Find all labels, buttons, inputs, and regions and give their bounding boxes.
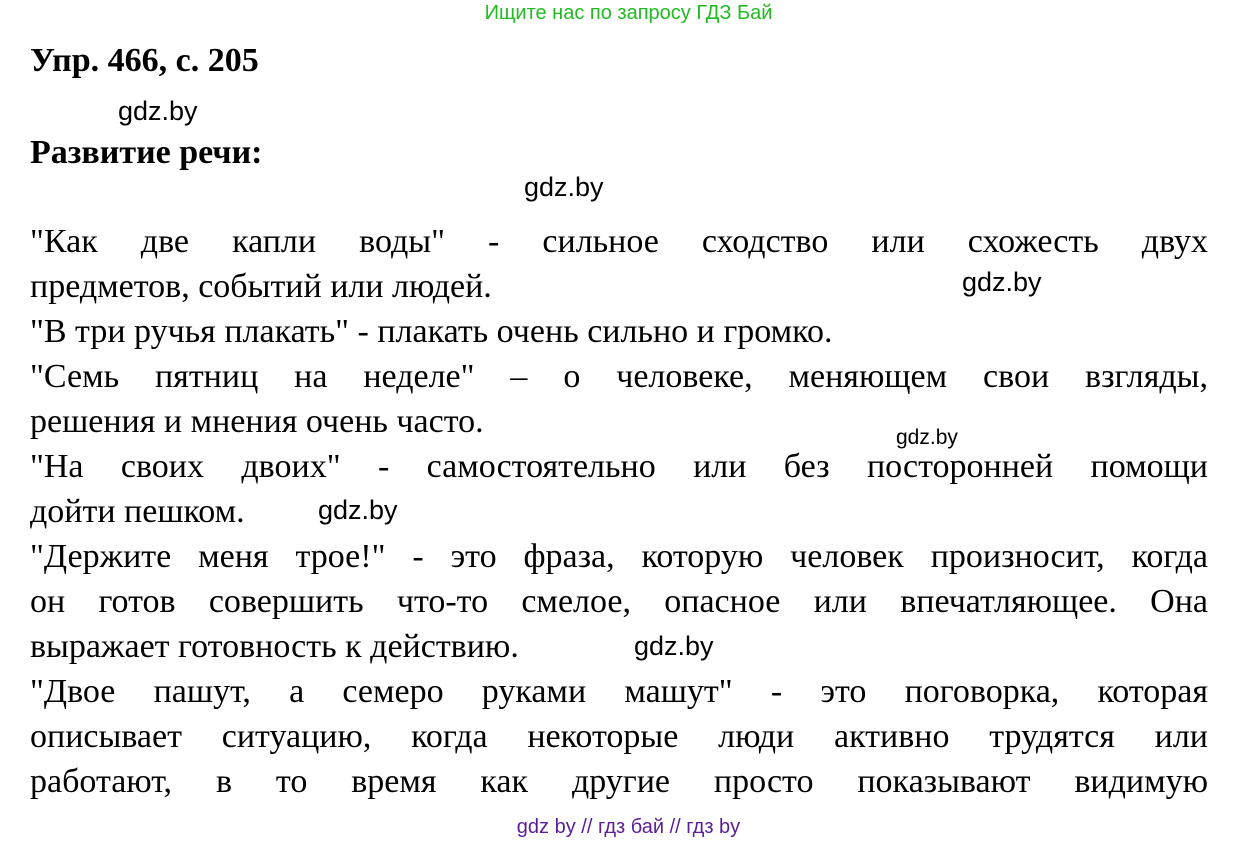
- text-line: описывает ситуацию, когда некоторые люди активно трудятся или: [30, 718, 1208, 755]
- watermark: gdz.by: [962, 267, 1042, 297]
- footer-watermark: gdz by // гдз бай // гдз by: [516, 816, 741, 838]
- watermark: gdz.by: [318, 495, 398, 525]
- text-line: решения и мнения очень часто.: [30, 403, 484, 440]
- text-line: он готов совершить что-то смелое, опасное или впечатляющее. Она: [30, 583, 1208, 620]
- site-banner: Ищите нас по запросу ГДЗ Бай: [484, 2, 773, 24]
- watermark: gdz.by: [634, 631, 714, 661]
- text-line: работают, в то время как другие просто показывают видимую: [30, 763, 1208, 800]
- text-line: выражает готовность к действию.: [30, 628, 519, 665]
- text-line: "На своих двоих" - самостоятельно или без посторонней помощи: [30, 448, 1208, 485]
- exercise-title: Упр. 466, с. 205: [30, 42, 259, 79]
- text-line: "В три ручья плакать" - плакать очень сильно и громко.: [30, 313, 833, 350]
- text-line: "Семь пятниц на неделе" – о человеке, меняющем свои взгляды,: [30, 358, 1208, 395]
- text-line: "Двое пашут, а семеро руками машут" - это поговорка, которая: [30, 673, 1208, 710]
- text-line: "Как две капли воды" - сильное сходство или схожесть двух: [30, 223, 1208, 260]
- watermark: gdz.by: [524, 172, 604, 202]
- text-line: предметов, событий или людей.: [30, 268, 492, 305]
- section-heading: Развитие речи:: [30, 134, 263, 171]
- text-line: "Держите меня трое!" - это фраза, которую человек произносит, когда: [30, 538, 1208, 575]
- watermark: gdz.by: [896, 426, 958, 449]
- text-line: дойти пешком.: [30, 493, 245, 530]
- watermark: gdz.by: [118, 96, 198, 126]
